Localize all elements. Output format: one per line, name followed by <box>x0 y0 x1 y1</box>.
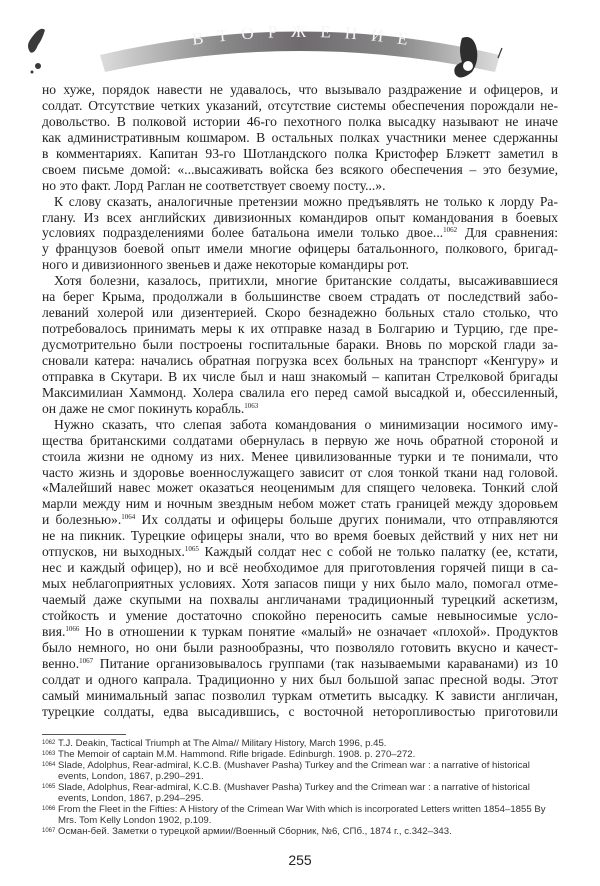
footnote-number: 1066 <box>42 806 56 812</box>
line-text: самый минимальный запас позволил туркам отметить высадку. К зависти англичан, <box>42 687 558 703</box>
line-text: «Малейший навес может оказаться неоценимым для спящего человека. Тонкий слой <box>42 480 558 496</box>
text-line <box>42 417 558 433</box>
line-text: леваний холерой или дизентерией. Скоро безнадежно больных стало столько, что <box>42 305 558 321</box>
text-line <box>42 480 558 496</box>
line-text: было немного, но они были разнообразны, что позволяло готовить вкусно и качест- <box>42 639 558 655</box>
footnote-ref[interactable]: 1066 <box>65 624 80 633</box>
text-line <box>42 385 558 401</box>
text-line <box>42 178 558 194</box>
line-text: Для сравнения: <box>457 225 558 241</box>
footnote-text: From the Fleet in the Fifties: A History of the Crimean War With which is incorporated Letters written 1854–1855 By Mrs. Tom Kelly London 1902, p.109. <box>58 804 546 826</box>
text-line <box>42 496 558 512</box>
line-text: нес и каждый офицер), но и всё необходимое для приготовления горячей пищи в са- <box>42 560 558 576</box>
text-line <box>42 257 558 273</box>
footnote <box>42 804 558 826</box>
footnote <box>42 782 558 804</box>
line-text: и болезнью». <box>42 512 122 528</box>
footnotes <box>42 738 558 837</box>
line-text: у французов боевой опыт имели многие офицеры батальонного, полкового, бригад- <box>42 241 558 257</box>
text-line <box>42 82 558 98</box>
line-text: ного и дивизионного звеньев и даже некоторые командиры рот. <box>42 257 409 273</box>
line-text: солдат. Отсутствие четких указаний, отсутствие системы обеспечения порождали не- <box>42 97 558 113</box>
text-line <box>42 146 558 162</box>
footnote-ref[interactable]: 1064 <box>121 513 136 522</box>
footnote-number: 1062 <box>42 740 56 746</box>
text-line <box>42 401 558 417</box>
line-text: марли между ним и ночным звездным небом может стать границей между здоровьем <box>42 496 558 512</box>
footnote-number: 1063 <box>42 751 56 757</box>
line-text: довольство. В полковой истории 46-го пехотного полка высадку называют не иначе <box>42 113 558 129</box>
footnote-text: The Memoir of captain M.M. Hammond. Rifle brigade. Edinburgh. 1908. p. 270–272. <box>58 749 416 760</box>
line-text: щества британскими солдатами обернулась в первую же ночь обратной стороной и <box>42 432 558 448</box>
line-text: Нужно сказать, что слепая забота командования о минимизации носимого иму- <box>54 416 558 432</box>
line-text: потребовалось принимать меры к их отправке назад в Болгарию и Турцию, где пре- <box>42 321 558 337</box>
footnote-text: Slade, Adolphus, Rear-admiral, K.C.B. (Mushaver Pasha) Turkey and the Crimean war : a narrative of historical events, London, 1867, p.294–295. <box>58 782 530 804</box>
chapter-title: ВТОРЖЕНИЕ <box>190 21 424 51</box>
text-line <box>42 162 558 178</box>
line-text: сновали катера: начались обратная погрузка всех больных на транспорт «Кенгуру» и <box>42 352 558 368</box>
line-text: часто жизнь и здоровье военнослужащего зависит от слоя тонкой ткани над головой. <box>42 464 558 480</box>
text-line <box>42 576 558 592</box>
paragraph <box>42 417 558 720</box>
footnote-ref[interactable]: 1062 <box>443 226 458 235</box>
text-line <box>42 273 558 289</box>
text-line <box>42 98 558 114</box>
text-line <box>42 337 558 353</box>
text-line <box>42 449 558 465</box>
paragraph <box>42 82 558 194</box>
line-text: но хуже, порядок навести не удавалось, что вызывало раздражение и офицеров, и <box>42 82 558 97</box>
text-line <box>42 321 558 337</box>
line-text: Каждый солдат нес с собой не только палатку (ее, кстати, <box>198 544 558 560</box>
line-text: как административным кошмаром. В остальных полках участники менее сдержанны <box>42 129 558 145</box>
line-text: своем письме домой: «...высаживать войска без всякого обеспечения – это безумие, <box>42 161 558 177</box>
footnote-text: Осман-бей. Заметки о турецкой армии//Военный Сборник, №6, СПб., 1874 г., с.342–343. <box>58 826 452 837</box>
line-text: условиях подразделениями более батальона имели только двое... <box>42 225 444 241</box>
line-text: отправка в Скутари. В их числе был и наш знакомый – капитан Стрелковой бригады <box>42 368 558 384</box>
text-line <box>42 560 558 576</box>
text-line <box>42 353 558 369</box>
text-line <box>42 624 558 640</box>
text-line <box>42 688 558 704</box>
text-line <box>42 544 558 560</box>
line-text: стоила жизни не одному из них. Менее цивилизованные турки и те понимали, что <box>42 448 558 464</box>
text-line <box>42 433 558 449</box>
text-line <box>42 672 558 688</box>
line-text: К слову сказать, аналогичные претензии можно предъявлять не только к лорду Ра- <box>54 193 558 209</box>
text-line <box>42 130 558 146</box>
footnote-ref[interactable]: 1063 <box>244 401 259 410</box>
text-line <box>42 289 558 305</box>
line-text: дусмотрительно были построены госпитальные бараки. Вновь по морской глади за- <box>42 337 558 352</box>
text-line <box>42 194 558 210</box>
line-text: Их солдаты и офицеры больше других понимали, что отправляются <box>135 512 558 528</box>
footnote-text: T.J. Deakin, Tactical Triumph at The Alma// Military History, March 1996, p.45. <box>58 738 387 749</box>
footnote <box>42 738 558 749</box>
line-text: венно. <box>42 655 80 671</box>
line-text: глану. Из всех английских дивизионных командиров опыт командования в боевых <box>42 209 558 225</box>
line-text: Питание организовывалось группами (так называемыми караванами) из 10 <box>93 655 558 671</box>
line-text: турецкие солдаты, едва высадившись, с восточной неторопливостью приготовили <box>42 703 558 719</box>
footnote-number: 1065 <box>42 784 56 790</box>
paragraph <box>42 194 558 274</box>
body-text <box>42 82 558 720</box>
text-line <box>42 465 558 481</box>
footnote <box>42 760 558 782</box>
page-number: 255 <box>288 852 312 868</box>
footnote-separator <box>42 734 126 735</box>
line-text: отпусков, ни выходных. <box>42 544 185 560</box>
ink-blot-left-icon <box>28 29 45 74</box>
footnote <box>42 826 558 837</box>
line-text: он даже не смог покинуть корабль. <box>42 400 245 416</box>
text-line <box>42 656 558 672</box>
text-line <box>42 225 558 241</box>
text-line <box>42 608 558 624</box>
footnote <box>42 749 558 760</box>
line-text: в комментариях. Капитан 93-го Шотландского полка Кристофер Блэкетт заметил в <box>42 145 558 161</box>
paragraph <box>42 273 558 416</box>
line-text: Максимилиан Хаммонд. Холера свалила его перед самой высадкой и, обессиленный, <box>42 384 558 400</box>
line-text: солдат и одного капрала. Традиционно у них был большой запас пресной воды. Этот <box>42 671 558 687</box>
chapter-banner <box>0 0 600 85</box>
text-line <box>42 528 558 544</box>
line-text: стойкость и умение достаточно спокойно переносить самые невыносимые усло- <box>42 607 558 623</box>
footnote-number: 1064 <box>42 762 56 768</box>
text-line <box>42 241 558 257</box>
text-line <box>42 704 558 720</box>
line-text: Хотя болезни, казалось, притихли, многие британские солдаты, высаживавшиеся <box>54 273 558 289</box>
line-text: Но в отношении к туркам понятие «малый» не означает «плохой». Продуктов <box>79 623 558 639</box>
line-text: мых неблагоприятных условиях. Хотя запасов пищи у них было мало, помогал отме- <box>42 576 558 592</box>
text-line <box>42 369 558 385</box>
text-line <box>42 640 558 656</box>
chapter-header <box>0 0 600 85</box>
footnote-text: Slade, Adolphus, Rear-admiral, K.C.B. (Mushaver Pasha) Turkey and the Crimean war : a narrative of historical events, London, 1867, p.290–291. <box>58 760 530 782</box>
footnote-ref[interactable]: 1067 <box>79 656 94 665</box>
text-line <box>42 592 558 608</box>
text-line <box>42 210 558 226</box>
footnote-ref[interactable]: 1065 <box>184 545 199 554</box>
footnote-number: 1067 <box>42 828 56 834</box>
line-text: не на пикник. Турецкие офицеры знали, что во время боевых действий у них нет ни <box>42 528 558 544</box>
line-text: но это факт. Лорд Раглан не соответствует своему посту...». <box>42 177 386 193</box>
text-line <box>42 305 558 321</box>
line-text: чаемый даже скупыми на похвалы англичанами традиционный турецкий аскетизм, <box>42 592 558 607</box>
text-line <box>42 512 558 528</box>
line-text: вия. <box>42 623 66 639</box>
text-line <box>42 114 558 130</box>
line-text: на берег Крыма, продолжали в большинстве своем страдать от последствий забо- <box>42 289 558 305</box>
